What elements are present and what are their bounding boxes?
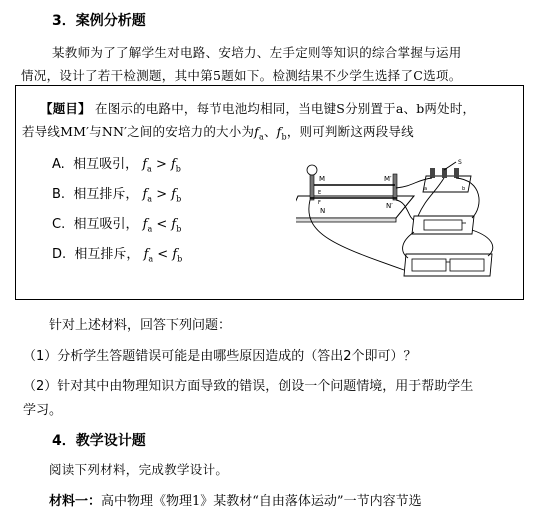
fb-subscript: b — [281, 132, 287, 142]
option-s2: b — [175, 164, 181, 174]
label-m: M — [319, 175, 326, 183]
option-text: 相互排斥， — [74, 247, 140, 262]
option-f1: f — [142, 217, 148, 232]
question-2-line-1: （2）针对其中由物理知识方面导致的错误，创设一个问题情境，用于帮助学生 — [23, 379, 474, 394]
material-label: 材料一： — [49, 494, 102, 509]
question-2-line-2: 学习。 — [23, 403, 63, 418]
option-f2: f — [171, 217, 177, 232]
option-relation: < — [153, 247, 173, 262]
option-relation: < — [152, 217, 172, 232]
label-e: E — [318, 190, 322, 196]
circuit-figure — [296, 158, 506, 293]
intro-line-2: 情况，设计了若干检测题，其中第5题如下。检测结果不少学生选择了C选项。 — [21, 68, 462, 83]
option-letter: D. — [52, 247, 67, 262]
switch-terminal-1 — [430, 168, 435, 178]
option-f2: f — [172, 247, 178, 262]
separator: 、 — [263, 124, 277, 139]
label-a: a — [424, 186, 428, 192]
question-text-1: 在图示的电路中，每节电池均相同，当电键S分别置于a、b两处时， — [95, 101, 476, 116]
option-c — [52, 213, 181, 234]
material-line — [49, 490, 422, 509]
question-text-2a: 若导线MM′与NN′之间的安培力的大小为 — [22, 124, 255, 139]
battery-cell-1 — [424, 220, 462, 230]
battery-cell-2a — [412, 259, 446, 271]
question-box — [15, 85, 524, 300]
option-relation: > — [152, 187, 172, 202]
prompt-text: 针对上述材料，回答下列问题： — [49, 318, 232, 333]
option-a — [52, 153, 181, 174]
option-text: 相互吸引， — [73, 217, 139, 232]
option-b — [52, 183, 181, 204]
option-text: 相互吸引， — [73, 157, 139, 172]
question-tag: 【题目】 — [40, 101, 91, 116]
option-s1: a — [147, 164, 152, 174]
option-f1: f — [142, 157, 148, 172]
label-m-prime: M′ — [384, 175, 392, 183]
question-text-2b: ，则可判断这两段导线 — [286, 124, 414, 139]
option-s2: b — [176, 194, 182, 204]
option-f1: f — [142, 187, 148, 202]
option-s1: a — [148, 254, 154, 264]
fa-subscript: a — [258, 132, 264, 142]
post-right — [393, 174, 397, 200]
option-s2: b — [177, 254, 183, 264]
wire-5 — [472, 230, 493, 256]
switch-terminal-3 — [454, 168, 459, 178]
option-d — [52, 243, 182, 264]
option-f2: f — [171, 187, 177, 202]
material-text: 高中物理《物理1》某教材“自由落体运动”一节内容节选 — [101, 494, 422, 509]
intro-line-1: 某教师为了了解学生对电路、安培力、左手定则等知识的综合掌握与运用 — [52, 45, 462, 60]
label-n: N — [320, 207, 326, 215]
battery-cell-2b — [450, 259, 484, 271]
section-3-heading: 3．案例分析题 — [52, 13, 146, 29]
question-line-1 — [40, 99, 475, 117]
section-4-heading: 4．教学设计题 — [52, 433, 146, 449]
option-text: 相互排斥， — [73, 187, 139, 202]
option-letter: B. — [52, 187, 66, 202]
option-letter: A. — [52, 157, 65, 172]
option-f1: f — [143, 247, 149, 262]
option-s2: b — [176, 224, 182, 234]
fb-symbol: f — [276, 124, 282, 139]
option-f2: f — [170, 157, 176, 172]
option-s1: a — [147, 194, 153, 204]
label-b: b — [462, 186, 466, 192]
fa-symbol: f — [254, 124, 259, 139]
section-4-instruction: 阅读下列材料，完成教学设计。 — [49, 462, 229, 477]
label-f: F — [318, 200, 321, 206]
question-line-2 — [22, 122, 414, 142]
label-n-prime: N′ — [386, 202, 393, 210]
option-s1: a — [147, 224, 153, 234]
bulb — [307, 165, 317, 175]
post-left — [310, 174, 314, 200]
option-letter: C. — [52, 217, 66, 232]
option-relation: > — [151, 157, 171, 172]
question-1: （1）分析学生答题错误可能是由哪些原因造成的（答出2个即可）？ — [23, 349, 417, 364]
label-s: S — [458, 159, 462, 166]
